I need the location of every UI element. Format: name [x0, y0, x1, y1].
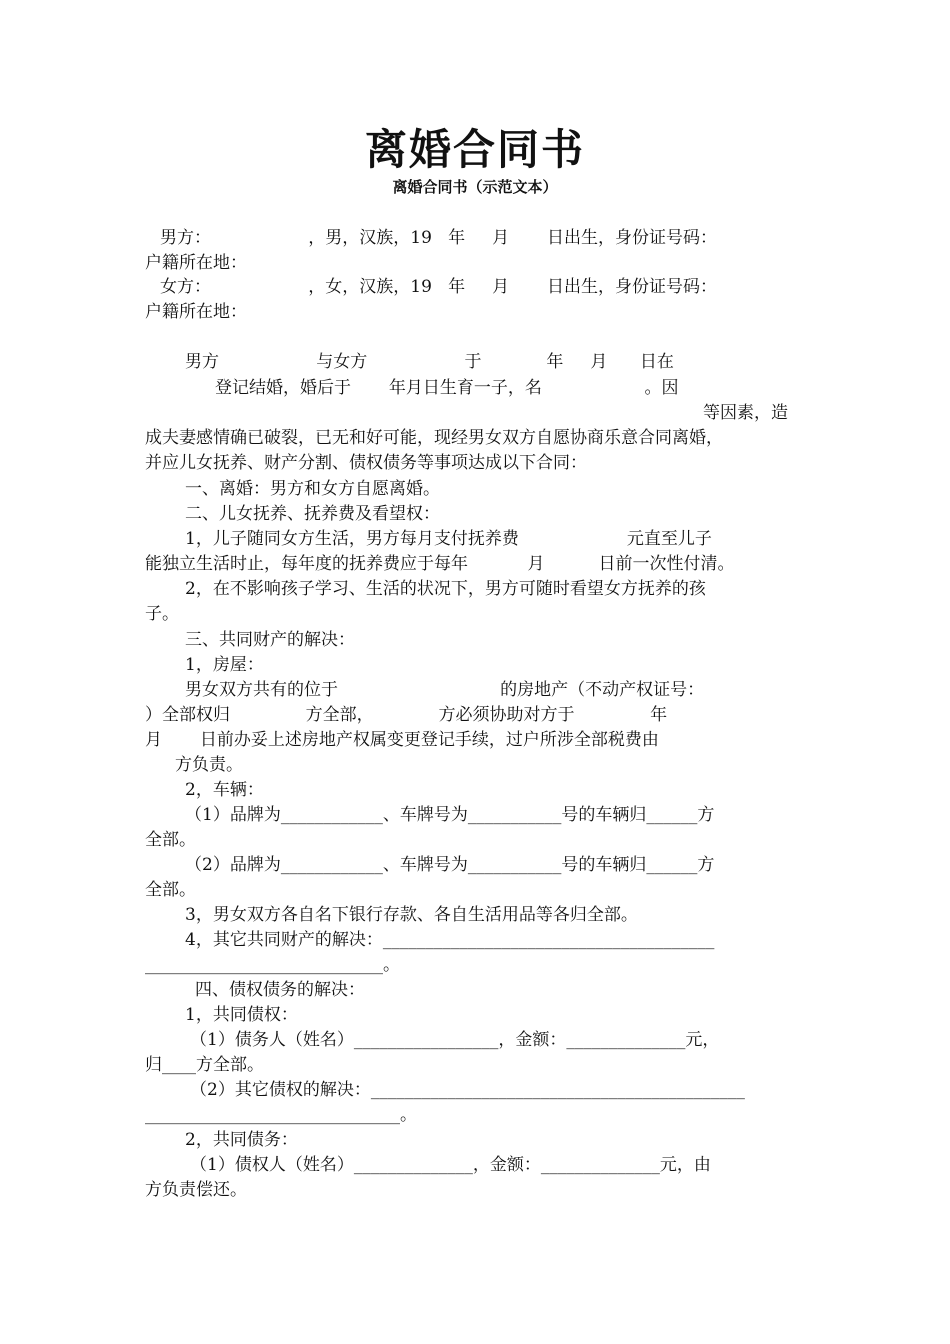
- line-claim-debtor: （1）债务人（姓名）_________________，金额：______________元，: [190, 1030, 720, 1050]
- line-female-household: 户籍所在地：: [145, 302, 247, 322]
- line-house-location: 男女双方共有的位于 的房地产（不动产权证号：: [185, 680, 705, 700]
- line-agreement-intro: 并应儿女抚养、财产分割、债权债务等事项达成以下合同：: [145, 453, 587, 473]
- line-other-claims: （2）其它债权的解决：____________________________________________: [190, 1080, 745, 1100]
- line-house-fees: 方负责。: [175, 755, 243, 775]
- line-female-party: 女方： ，女，汉族，19 年 月 日出生，身份证号码：: [160, 277, 717, 297]
- line-other-claims-cont: ______________________________。: [145, 1105, 417, 1125]
- section-child-custody: 二、儿女抚养、抚养费及看望权：: [185, 504, 440, 524]
- line-relationship-broken: 成夫妻感情确已破裂，已无和好可能，现经男女双方自愿协商乐意合同离婚，: [145, 428, 723, 448]
- document-subtitle: 离婚合同书（示范文本）: [392, 178, 558, 196]
- line-vehicle-1-cont: 全部。: [145, 830, 196, 850]
- line-joint-debts: 2，共同债务：: [185, 1130, 298, 1150]
- line-house-heading: 1，房屋：: [185, 655, 264, 675]
- line-other-property: 4，其它共同财产的解决：_______________________________________: [185, 930, 715, 950]
- line-male-household: 户籍所在地：: [145, 253, 247, 273]
- line-other-property-cont: ____________________________。: [145, 955, 400, 975]
- section-divorce: 一、离婚：男方和女方自愿离婚。: [185, 479, 440, 499]
- section-joint-property: 三、共同财产的解决：: [185, 630, 355, 650]
- line-house-ownership: ）全部权归 方全部， 方必须协助对方于 年: [145, 705, 668, 725]
- line-vehicle-1: （1）品牌为____________、车牌号为___________号的车辆归______方: [185, 805, 715, 825]
- line-visitation-cont: 子。: [145, 604, 179, 624]
- line-vehicle-heading: 2，车辆：: [185, 780, 264, 800]
- document-title: 离婚合同书: [364, 125, 585, 174]
- line-debt-creditor: （1）债权人（姓名）______________，金额：______________元，由: [190, 1155, 711, 1175]
- line-child-support-payment: 能独立生活时止，每年度的抚养费应于每年 月 日前一次性付清。: [145, 554, 735, 574]
- line-joint-claims: 1，共同债权：: [185, 1005, 298, 1025]
- line-vehicle-2: （2）品牌为____________、车牌号为___________号的车辆归______方: [185, 855, 715, 875]
- line-vehicle-2-cont: 全部。: [145, 880, 196, 900]
- line-visitation: 2，在不影响孩子学习、生活的状况下，男方可随时看望女方抚养的孩: [185, 579, 706, 599]
- line-marriage-intro: 男方 与女方 于 年 月 日在: [185, 352, 674, 372]
- line-debt-creditor-cont: 方负责偿还。: [145, 1180, 247, 1200]
- line-house-transfer: 月 日前办妥上述房地产权属变更登记手续，过户所涉全部税费由: [145, 730, 659, 750]
- line-marriage-registration: 登记结婚，婚后于 年月日生育一子，名 。因: [215, 378, 679, 398]
- line-male-party: 男方： ，男，汉族，19 年 月 日出生，身份证号码：: [160, 228, 717, 248]
- line-child-support: 1，儿子随同女方生活，男方每月支付抚养费 元直至儿子: [185, 529, 712, 549]
- line-claim-debtor-cont: 归____方全部。: [145, 1055, 264, 1075]
- line-bank-deposits: 3，男女双方各自名下银行存款、各自生活用品等各归全部。: [185, 905, 638, 925]
- line-reason-factors: 等因素，造: [703, 403, 788, 423]
- section-debts: 四、债权债务的解决：: [195, 980, 365, 1000]
